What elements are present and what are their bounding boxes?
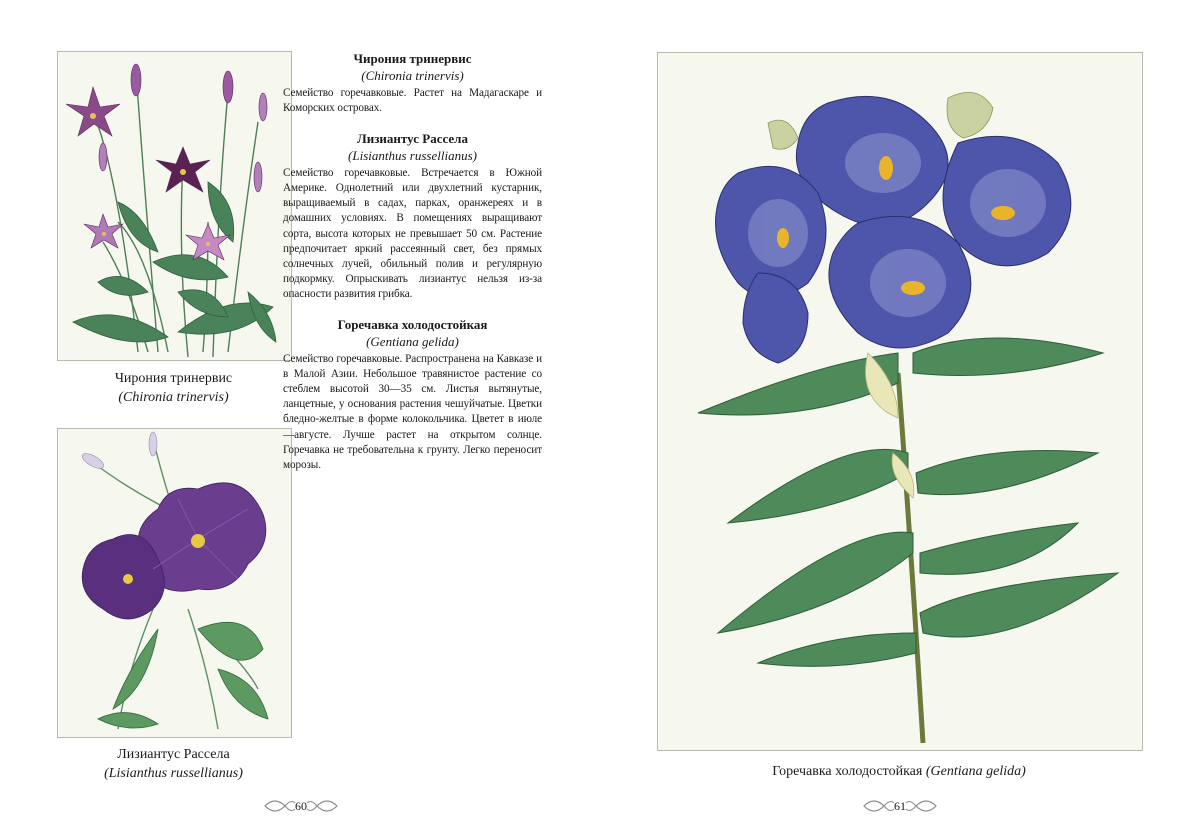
entry-chironia: [283, 50, 542, 116]
entry-body: Семейство горечавковые. Растет на Мадагаскаре и Коморских островах.: [283, 87, 542, 115]
page-number-text: 61: [894, 799, 906, 813]
entry-title: Горечавка холодостойкая: [337, 317, 488, 333]
species-text-column: [283, 50, 542, 487]
chironia-plate-caption: [57, 369, 290, 407]
chironia-caption-name: Чирония тринервис: [114, 371, 233, 386]
entry-latin: (Lisianthus russellianus): [348, 148, 477, 164]
entry-body: Семейство горечавковые. Встречается в Южной Америке. Однолетний или двухлетний кустарник, выращиваемый в садах, парках, оранжереях и в домашних условиях. В помещениях выращивают сорта, высота которых не превышает 50 см. Растение предпочитает яркий рассеянный свет, без прямых солнечных лучей, обильный полив и регулярную подкормку. Опрыскивать лизиантус нельзя из-за опасности развития грибка.: [283, 167, 542, 300]
entry-latin: (Gentiana gelida): [366, 334, 459, 350]
chironia-plate: [57, 51, 292, 361]
page-number-left: [261, 795, 341, 817]
gentiana-plate: [657, 52, 1143, 751]
gentiana-illustration: [658, 53, 1142, 750]
lisianthus-caption-latin: (Lisianthus russellianus): [104, 766, 243, 781]
chironia-illustration: [58, 52, 291, 360]
entry-gentiana: [283, 316, 542, 473]
entry-lisianthus: [283, 130, 542, 302]
lisianthus-plate-caption: [57, 745, 290, 783]
gentiana-plate-caption: [657, 762, 1141, 781]
chironia-caption-latin: (Chironia trinervis): [118, 390, 229, 405]
page-number-text: 60: [295, 799, 307, 813]
gentiana-caption-latin: (Gentiana gelida): [925, 764, 1026, 779]
gentiana-caption-name: Горечавка холодостойкая: [772, 764, 923, 779]
lisianthus-plate: [57, 428, 292, 738]
entry-latin: (Chironia trinervis): [361, 68, 464, 83]
page-number-right: [860, 795, 940, 817]
entry-title: Лизиантус Рассела: [357, 131, 468, 147]
lisianthus-caption-name: Лизиантус Рассела: [117, 747, 230, 762]
entry-title: Чирония тринервис: [353, 51, 472, 66]
lisianthus-illustration: [58, 429, 291, 737]
entry-body: Семейство горечавковые. Распространена на Кавказе и в Малой Азии. Небольшое травянистое растение со стеблем высотой 30—35 см. Листья вытянутые, ланцетные, у основания растения чешуйчатые. Цветки бледно-желтые в форме колокольчика. Цветет в июле—августе. Лучше растет на открытом солнце. Горечавка не требовательна к грунту. Легко переносит морозы.: [283, 353, 542, 471]
